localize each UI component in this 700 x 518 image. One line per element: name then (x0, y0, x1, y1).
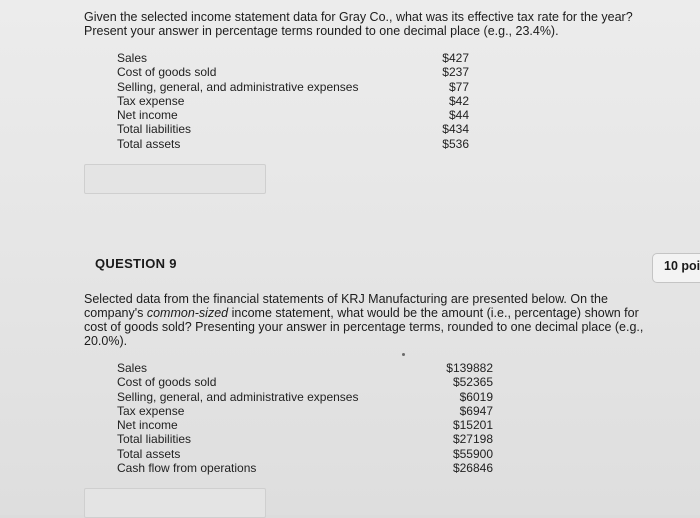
row-label: Cost of goods sold (117, 375, 217, 390)
row-value: $139882 (446, 361, 493, 375)
row-value: $26846 (452, 461, 493, 476)
table-row (117, 122, 469, 136)
row-label: Net income (117, 108, 178, 123)
table-row (117, 432, 493, 446)
row-value: $6019 (459, 389, 493, 404)
row-label: Total assets (117, 136, 181, 151)
question-8-prompt (84, 10, 644, 38)
row-value: $44 (448, 108, 469, 123)
row-label: Selling, general, and administrative expenses (117, 79, 359, 94)
question-8-prompt-line: Present your answer in percentage terms rounded to one decimal place (e.g., 23.4%). (84, 24, 559, 38)
row-value: $27198 (452, 432, 493, 447)
table-row (117, 404, 493, 418)
row-label: Net income (117, 418, 178, 433)
table-row (117, 137, 469, 151)
table-row (117, 361, 493, 375)
question-9-answer-input[interactable] (84, 488, 266, 518)
table-row (117, 390, 493, 404)
question-9-prompt-line (84, 306, 644, 320)
question-9-prompt-line: cost of goods sold? Presenting your answer in percentage terms, rounded to one decimal place (e.g., (84, 320, 644, 334)
question-8-answer-input[interactable] (84, 164, 266, 194)
row-value: $52365 (452, 375, 493, 390)
row-value: $42 (448, 93, 469, 108)
question-8-data-table (117, 51, 469, 151)
table-row (117, 461, 493, 475)
row-label: Tax expense (117, 93, 185, 108)
row-value: $6947 (459, 403, 493, 418)
row-label: Cost of goods sold (117, 65, 217, 80)
row-value: $55900 (452, 446, 493, 461)
prompt-text: income statement, what would be the amount (i.e., percentage) shown for (228, 306, 639, 320)
points-badge: 10 poi (652, 253, 700, 283)
row-label: Sales (117, 361, 148, 375)
row-value: $15201 (452, 418, 493, 433)
question-9-prompt (84, 292, 644, 348)
question-8-prompt-line: Given the selected income statement data for Gray Co., what was its effective tax rate for the year? (84, 10, 633, 24)
row-label: Total liabilities (117, 432, 192, 447)
table-row (117, 80, 469, 94)
table-row (117, 375, 493, 389)
row-label: Total liabilities (117, 122, 192, 137)
table-row (117, 447, 493, 461)
row-label: Tax expense (117, 403, 185, 418)
row-value: $77 (448, 79, 469, 94)
question-9-prompt-line: 20.0%). (84, 334, 128, 348)
table-row (117, 94, 469, 108)
question-9-data-table (117, 361, 493, 475)
prompt-text: company's (84, 306, 147, 320)
question-9-heading: QUESTION 9 (95, 256, 177, 271)
row-value: $237 (442, 65, 469, 80)
prompt-emphasis: common-sized (146, 306, 229, 320)
table-row (117, 418, 493, 432)
row-value: $536 (442, 136, 469, 151)
table-row (117, 65, 469, 79)
row-label: Total assets (117, 446, 181, 461)
row-label: Selling, general, and administrative expenses (117, 389, 359, 404)
table-row (117, 51, 469, 65)
row-value: $427 (442, 51, 469, 65)
stray-dot (402, 353, 405, 356)
table-row (117, 108, 469, 122)
question-9-prompt-line: Selected data from the financial statements of KRJ Manufacturing are presented below. On the (84, 292, 608, 306)
row-label: Cash flow from operations (117, 461, 257, 476)
row-value: $434 (442, 122, 469, 137)
row-label: Sales (117, 51, 148, 65)
